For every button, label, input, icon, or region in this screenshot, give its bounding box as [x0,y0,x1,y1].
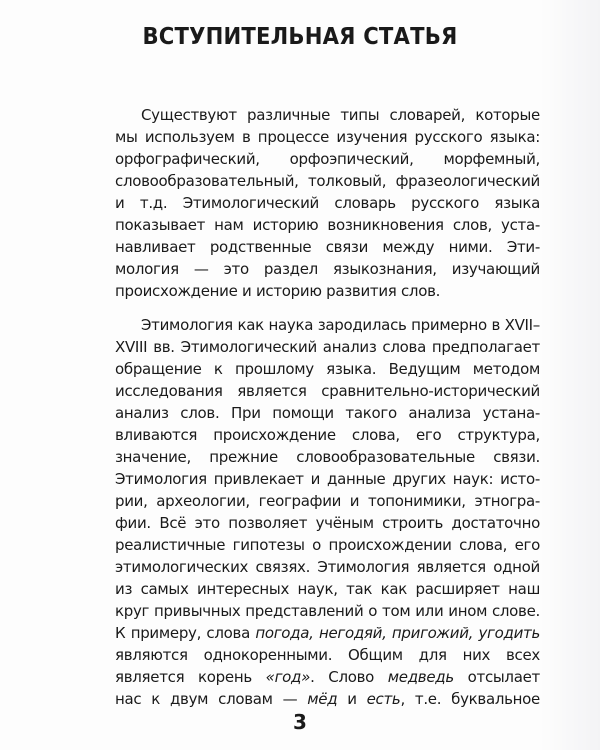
text-segment: навливает родственные связи между ними. Эти- [115,238,540,256]
text-segment: реалистичные гипотезы о происхождении слова, его [115,536,540,554]
italic-text: медведь [387,668,454,686]
text-segment: является корень [115,668,266,686]
text-segment: фии. Всё это позволяет учёным строить достаточно [115,514,540,532]
text-line [115,236,540,258]
text-segment: из самых интересных наук, так как расширяет наш [115,580,540,598]
text-line [115,512,540,534]
text-segment: исследования является сравнительно-исторический [115,382,540,400]
text-segment: происхождение и историю развития слов. [115,282,441,300]
italic-text: есть [366,690,401,708]
text-line [115,556,540,578]
page-edge-shadow [540,0,600,750]
text-segment: круг привычных представлений о том или ином слове. [115,602,540,620]
text-segment: этимологических связях. Этимология является одной [115,558,540,576]
text-segment: анализ слов. При помощи такого анализа устана- [115,404,540,422]
text-segment: мология — это раздел языкознания, изучающий [115,260,540,278]
text-line [115,126,540,148]
text-line [115,534,540,556]
text-line [115,104,540,126]
text-segment: вливаются происхождение слова, его структура, [115,426,540,444]
text-segment: Этимология привлекает и данные других наук: исто- [115,470,540,488]
text-segment: нас к двум словам — [115,690,308,708]
italic-text: «год» [265,668,311,686]
text-segment: К примеру, слова [115,624,256,642]
text-line [115,402,540,424]
text-line [115,170,540,192]
text-line [115,666,540,688]
text-segment: Существуют различные типы словарей, которые [141,106,540,124]
text-segment: рии, археологии, географии и топонимики, этногра- [115,492,540,510]
text-line [115,490,540,512]
text-line [115,280,540,302]
text-line [115,336,540,358]
page-number: 3 [293,710,307,734]
text-line [115,192,540,214]
italic-text: погода, негодяй, пригожий, угодить [255,624,540,642]
text-segment: отсылает [453,668,540,686]
text-line [115,622,540,644]
text-segment: . Слово [310,668,388,686]
italic-text: мёд [307,690,338,708]
text-segment: орфографический, орфоэпический, морфемный, [115,150,540,168]
text-line [115,380,540,402]
text-line [115,644,540,666]
text-segment: словообразовательный, толковый, фразеологический [115,172,540,190]
text-segment: являются однокоренными. Общим для них всех [115,646,540,664]
paragraph [115,104,540,302]
text-line [115,214,540,236]
text-segment: обращение к прошлому языка. Ведущим методом [115,360,540,378]
text-line [115,688,540,710]
text-segment: показывает нам историю возникновения слов, уста- [115,216,540,234]
text-line [115,258,540,280]
paragraph [115,314,540,710]
text-line [115,148,540,170]
text-segment: Этимология как наука зародилась примерно в XVII– [141,316,540,334]
text-segment: значение, прежние словообразовательные связи. [115,448,540,466]
text-segment: и [337,690,367,708]
text-segment: , т.е. буквальное [400,690,540,708]
text-line [115,358,540,380]
page-title: ВСТУПИТЕЛЬНАЯ СТАТЬЯ [142,24,458,50]
text-segment: и т.д. Этимологический словарь русского языка [115,194,540,212]
text-line [115,468,540,490]
text-segment: мы используем в процессе изучения русского языка: [115,128,540,146]
text-line [115,424,540,446]
text-segment: XVIII вв. Этимологический анализ слова предполагает [115,338,540,356]
text-line [115,578,540,600]
article-body [115,104,540,722]
text-line [115,600,540,622]
text-line [115,446,540,468]
text-line [115,314,540,336]
